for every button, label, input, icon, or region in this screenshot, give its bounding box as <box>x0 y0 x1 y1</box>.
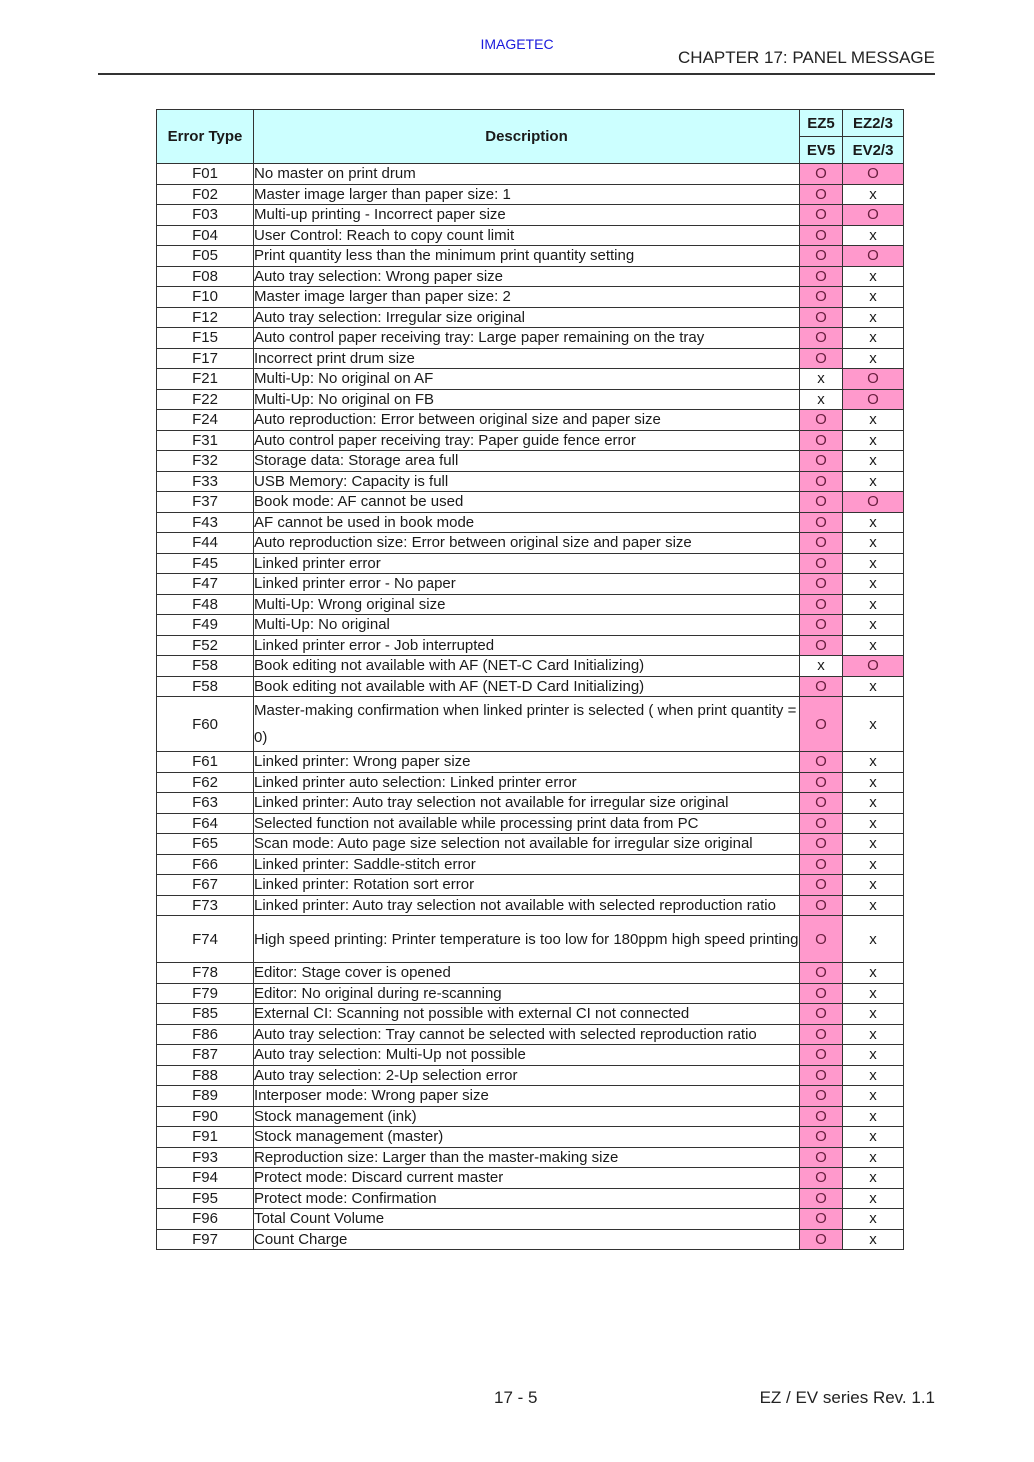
error-description: Storage data: Storage area full <box>254 451 800 472</box>
table-row <box>157 676 904 697</box>
error-description: Auto reproduction size: Error between original size and paper size <box>254 533 800 554</box>
error-code: F48 <box>157 594 254 615</box>
error-description: Count Charge <box>254 1229 800 1250</box>
ez5-ev5-mark: O <box>800 287 843 308</box>
table-row <box>157 1209 904 1230</box>
brand-label: IMAGETEC <box>480 36 554 52</box>
table-row <box>157 635 904 656</box>
ez23-ev23-mark: x <box>843 184 904 205</box>
ez5-ev5-mark: O <box>800 205 843 226</box>
error-description: Auto tray selection: Wrong paper size <box>254 266 800 287</box>
ez5-ev5-mark: O <box>800 1127 843 1148</box>
ez23-ev23-mark: x <box>843 328 904 349</box>
ez5-ev5-mark: O <box>800 1229 843 1250</box>
ez5-ev5-mark: O <box>800 1209 843 1230</box>
error-description: Master image larger than paper size: 1 <box>254 184 800 205</box>
ez23-ev23-mark: x <box>843 1188 904 1209</box>
ez5-ev5-mark: O <box>800 246 843 267</box>
ez5-ev5-mark: O <box>800 1045 843 1066</box>
table-row <box>157 875 904 896</box>
error-description: Reproduction size: Larger than the master-making size <box>254 1147 800 1168</box>
error-code: F44 <box>157 533 254 554</box>
ez23-ev23-mark: x <box>843 451 904 472</box>
error-code: F10 <box>157 287 254 308</box>
ez23-ev23-mark: x <box>843 1168 904 1189</box>
ez23-ev23-mark: x <box>843 348 904 369</box>
error-description: Editor: Stage cover is opened <box>254 963 800 984</box>
error-table-header <box>157 110 904 164</box>
ez23-ev23-mark: x <box>843 895 904 916</box>
error-code: F52 <box>157 635 254 656</box>
error-code: F61 <box>157 752 254 773</box>
ez5-ev5-mark: O <box>800 875 843 896</box>
ez5-ev5-mark: O <box>800 834 843 855</box>
ez5-ev5-mark: O <box>800 225 843 246</box>
error-description: Print quantity less than the minimum print quantity setting <box>254 246 800 267</box>
ez23-ev23-mark: x <box>843 307 904 328</box>
table-row <box>157 512 904 533</box>
error-description: Protect mode: Confirmation <box>254 1188 800 1209</box>
ez23-ev23-mark: x <box>843 1229 904 1250</box>
ez23-ev23-mark: x <box>843 1086 904 1107</box>
ez5-ev5-mark: O <box>800 184 843 205</box>
error-description: Multi-Up: No original on AF <box>254 369 800 390</box>
ez5-ev5-mark: O <box>800 307 843 328</box>
error-description: Auto tray selection: Irregular size original <box>254 307 800 328</box>
ez23-ev23-mark: O <box>843 389 904 410</box>
table-row <box>157 410 904 431</box>
ez5-ev5-mark: O <box>800 752 843 773</box>
ez23-ev23-mark: x <box>843 916 904 963</box>
ez5-ev5-mark: O <box>800 916 843 963</box>
error-description: Book mode: AF cannot be used <box>254 492 800 513</box>
page-number: 17 - 5 <box>494 1388 538 1407</box>
error-description: Stock management (ink) <box>254 1106 800 1127</box>
error-description: Linked printer error <box>254 553 800 574</box>
table-row <box>157 246 904 267</box>
error-description: Linked printer: Auto tray selection not available for irregular size original <box>254 793 800 814</box>
error-code: F24 <box>157 410 254 431</box>
table-row <box>157 813 904 834</box>
error-description: Multi-up printing - Incorrect paper size <box>254 205 800 226</box>
error-code: F04 <box>157 225 254 246</box>
ez5-ev5-mark: O <box>800 793 843 814</box>
table-row <box>157 492 904 513</box>
error-description: Master image larger than paper size: 2 <box>254 287 800 308</box>
ez5-ev5-mark: O <box>800 1024 843 1045</box>
ez23-ev23-mark: x <box>843 676 904 697</box>
ez5-ev5-mark: O <box>800 553 843 574</box>
error-code: F05 <box>157 246 254 267</box>
ez23-ev23-mark: x <box>843 410 904 431</box>
ez5-ev5-mark: O <box>800 1188 843 1209</box>
error-code: F32 <box>157 451 254 472</box>
ez5-ev5-mark: O <box>800 574 843 595</box>
error-description: High speed printing: Printer temperature is too low for 180ppm high speed printing <box>254 916 800 963</box>
table-row <box>157 553 904 574</box>
error-code: F79 <box>157 983 254 1004</box>
ez5-ev5-mark: O <box>800 512 843 533</box>
ez5-ev5-mark: O <box>800 615 843 636</box>
error-code: F97 <box>157 1229 254 1250</box>
ez5-ev5-mark: O <box>800 772 843 793</box>
error-code: F49 <box>157 615 254 636</box>
header-ez5: EZ5 <box>800 110 843 137</box>
ez5-ev5-mark: O <box>800 451 843 472</box>
ez5-ev5-mark: O <box>800 963 843 984</box>
error-description: Linked printer: Auto tray selection not available with selected reproduction ratio <box>254 895 800 916</box>
error-description: Auto control paper receiving tray: Large paper remaining on the tray <box>254 328 800 349</box>
ez5-ev5-mark: O <box>800 1168 843 1189</box>
ez5-ev5-mark: x <box>800 369 843 390</box>
ez23-ev23-mark: x <box>843 1024 904 1045</box>
table-row <box>157 389 904 410</box>
table-row <box>157 895 904 916</box>
error-code: F47 <box>157 574 254 595</box>
ez23-ev23-mark: x <box>843 471 904 492</box>
table-row <box>157 1168 904 1189</box>
error-code: F96 <box>157 1209 254 1230</box>
table-row <box>157 1106 904 1127</box>
error-description: Linked printer auto selection: Linked printer error <box>254 772 800 793</box>
error-code: F65 <box>157 834 254 855</box>
error-code: F85 <box>157 1004 254 1025</box>
table-row <box>157 916 904 963</box>
ez5-ev5-mark: O <box>800 533 843 554</box>
ez23-ev23-mark: x <box>843 574 904 595</box>
ez5-ev5-mark: O <box>800 635 843 656</box>
error-description: Master-making confirmation when linked printer is selected ( when print quantity = 0) <box>254 697 800 752</box>
ez5-ev5-mark: O <box>800 1086 843 1107</box>
error-code: F90 <box>157 1106 254 1127</box>
table-row <box>157 615 904 636</box>
ez5-ev5-mark: O <box>800 676 843 697</box>
table-row <box>157 963 904 984</box>
ez5-ev5-mark: x <box>800 656 843 677</box>
error-code: F67 <box>157 875 254 896</box>
ez23-ev23-mark: x <box>843 430 904 451</box>
error-description: AF cannot be used in book mode <box>254 512 800 533</box>
error-description: Multi-Up: Wrong original size <box>254 594 800 615</box>
error-description: Auto reproduction: Error between original size and paper size <box>254 410 800 431</box>
ez23-ev23-mark: x <box>843 875 904 896</box>
error-code: F22 <box>157 389 254 410</box>
error-code: F91 <box>157 1127 254 1148</box>
ez23-ev23-mark: x <box>843 752 904 773</box>
header-ev5: EV5 <box>800 137 843 164</box>
error-description: No master on print drum <box>254 164 800 185</box>
error-code: F64 <box>157 813 254 834</box>
ez23-ev23-mark: x <box>843 533 904 554</box>
error-description: Linked printer error - No paper <box>254 574 800 595</box>
ez23-ev23-mark: O <box>843 492 904 513</box>
table-row <box>157 1188 904 1209</box>
error-code: F31 <box>157 430 254 451</box>
error-code: F43 <box>157 512 254 533</box>
ez23-ev23-mark: x <box>843 225 904 246</box>
error-code: F66 <box>157 854 254 875</box>
ez23-ev23-mark: x <box>843 287 904 308</box>
error-description: USB Memory: Capacity is full <box>254 471 800 492</box>
error-description: Book editing not available with AF (NET-D Card Initializing) <box>254 676 800 697</box>
table-row <box>157 369 904 390</box>
error-code: F45 <box>157 553 254 574</box>
error-code: F89 <box>157 1086 254 1107</box>
error-code: F93 <box>157 1147 254 1168</box>
table-row <box>157 834 904 855</box>
error-code: F86 <box>157 1024 254 1045</box>
table-row <box>157 1065 904 1086</box>
error-code: F58 <box>157 656 254 677</box>
header-description: Description <box>254 110 800 164</box>
table-row <box>157 348 904 369</box>
ez5-ev5-mark: O <box>800 430 843 451</box>
ez23-ev23-mark: x <box>843 1127 904 1148</box>
table-row <box>157 656 904 677</box>
ez23-ev23-mark: O <box>843 246 904 267</box>
table-row <box>157 1004 904 1025</box>
ez23-ev23-mark: O <box>843 164 904 185</box>
table-row <box>157 1024 904 1045</box>
ez5-ev5-mark: O <box>800 164 843 185</box>
error-description: Auto tray selection: 2-Up selection error <box>254 1065 800 1086</box>
table-row <box>157 772 904 793</box>
ez5-ev5-mark: O <box>800 328 843 349</box>
ez5-ev5-mark: O <box>800 813 843 834</box>
ez23-ev23-mark: x <box>843 834 904 855</box>
error-code: F88 <box>157 1065 254 1086</box>
error-description: External CI: Scanning not possible with external CI not connected <box>254 1004 800 1025</box>
error-description: Multi-Up: No original on FB <box>254 389 800 410</box>
ez5-ev5-mark: O <box>800 348 843 369</box>
error-code: F15 <box>157 328 254 349</box>
ez5-ev5-mark: O <box>800 854 843 875</box>
error-description: Total Count Volume <box>254 1209 800 1230</box>
ez23-ev23-mark: x <box>843 1106 904 1127</box>
ez23-ev23-mark: x <box>843 697 904 752</box>
table-row <box>157 164 904 185</box>
error-code: F60 <box>157 697 254 752</box>
ez23-ev23-mark: x <box>843 813 904 834</box>
error-description: Linked printer error - Job interrupted <box>254 635 800 656</box>
table-row <box>157 328 904 349</box>
header-divider <box>98 73 935 75</box>
error-code: F17 <box>157 348 254 369</box>
table-row <box>157 471 904 492</box>
error-description: Book editing not available with AF (NET-C Card Initializing) <box>254 656 800 677</box>
error-description: User Control: Reach to copy count limit <box>254 225 800 246</box>
error-code: F01 <box>157 164 254 185</box>
table-row <box>157 1127 904 1148</box>
error-description: Linked printer: Rotation sort error <box>254 875 800 896</box>
table-row <box>157 1045 904 1066</box>
table-row <box>157 1086 904 1107</box>
ez5-ev5-mark: O <box>800 594 843 615</box>
error-code: F73 <box>157 895 254 916</box>
error-code: F58 <box>157 676 254 697</box>
ez23-ev23-mark: x <box>843 1045 904 1066</box>
error-description: Incorrect print drum size <box>254 348 800 369</box>
table-row <box>157 793 904 814</box>
error-code: F03 <box>157 205 254 226</box>
ez23-ev23-mark: x <box>843 772 904 793</box>
error-code: F87 <box>157 1045 254 1066</box>
ez23-ev23-mark: x <box>843 266 904 287</box>
ez5-ev5-mark: O <box>800 1106 843 1127</box>
ez5-ev5-mark: O <box>800 492 843 513</box>
error-code: F78 <box>157 963 254 984</box>
header-ez23: EZ2/3 <box>843 110 904 137</box>
ez5-ev5-mark: O <box>800 471 843 492</box>
ez23-ev23-mark: O <box>843 656 904 677</box>
error-description: Linked printer: Saddle-stitch error <box>254 854 800 875</box>
table-row <box>157 854 904 875</box>
error-description: Interposer mode: Wrong paper size <box>254 1086 800 1107</box>
error-description: Auto tray selection: Multi-Up not possible <box>254 1045 800 1066</box>
error-description: Multi-Up: No original <box>254 615 800 636</box>
error-description: Scan mode: Auto page size selection not available for irregular size original <box>254 834 800 855</box>
ez23-ev23-mark: x <box>843 512 904 533</box>
error-description: Auto control paper receiving tray: Paper guide fence error <box>254 430 800 451</box>
table-row <box>157 266 904 287</box>
ez23-ev23-mark: x <box>843 1147 904 1168</box>
ez5-ev5-mark: O <box>800 1065 843 1086</box>
table-row <box>157 307 904 328</box>
ez23-ev23-mark: x <box>843 963 904 984</box>
error-code: F12 <box>157 307 254 328</box>
error-description: Editor: No original during re-scanning <box>254 983 800 1004</box>
ez23-ev23-mark: O <box>843 369 904 390</box>
ez23-ev23-mark: x <box>843 553 904 574</box>
error-description: Auto tray selection: Tray cannot be selected with selected reproduction ratio <box>254 1024 800 1045</box>
table-row <box>157 983 904 1004</box>
table-row <box>157 184 904 205</box>
ez5-ev5-mark: O <box>800 266 843 287</box>
header-ev23: EV2/3 <box>843 137 904 164</box>
ez5-ev5-mark: O <box>800 410 843 431</box>
ez5-ev5-mark: O <box>800 1004 843 1025</box>
ez23-ev23-mark: x <box>843 983 904 1004</box>
error-code: F95 <box>157 1188 254 1209</box>
ez5-ev5-mark: O <box>800 983 843 1004</box>
table-row <box>157 1147 904 1168</box>
error-description: Linked printer: Wrong paper size <box>254 752 800 773</box>
table-row <box>157 287 904 308</box>
ez23-ev23-mark: x <box>843 1209 904 1230</box>
table-row <box>157 574 904 595</box>
table-row <box>157 205 904 226</box>
table-row <box>157 225 904 246</box>
ez23-ev23-mark: O <box>843 205 904 226</box>
ez23-ev23-mark: x <box>843 854 904 875</box>
table-row <box>157 451 904 472</box>
error-table <box>156 109 904 1250</box>
table-row <box>157 430 904 451</box>
error-code: F94 <box>157 1168 254 1189</box>
ez23-ev23-mark: x <box>843 635 904 656</box>
error-code: F74 <box>157 916 254 963</box>
table-row <box>157 533 904 554</box>
error-description: Selected function not available while processing print data from PC <box>254 813 800 834</box>
table-row <box>157 752 904 773</box>
error-code: F08 <box>157 266 254 287</box>
error-code: F63 <box>157 793 254 814</box>
table-row <box>157 594 904 615</box>
error-description: Stock management (master) <box>254 1127 800 1148</box>
error-code: F37 <box>157 492 254 513</box>
ez23-ev23-mark: x <box>843 793 904 814</box>
ez5-ev5-mark: O <box>800 1147 843 1168</box>
error-table-body <box>157 164 904 1250</box>
ez23-ev23-mark: x <box>843 1004 904 1025</box>
chapter-title: CHAPTER 17: PANEL MESSAGE <box>678 48 935 67</box>
error-code: F02 <box>157 184 254 205</box>
ez5-ev5-mark: O <box>800 895 843 916</box>
ez23-ev23-mark: x <box>843 615 904 636</box>
error-description: Protect mode: Discard current master <box>254 1168 800 1189</box>
table-row <box>157 1229 904 1250</box>
table-row <box>157 697 904 752</box>
error-code: F33 <box>157 471 254 492</box>
ez5-ev5-mark: O <box>800 697 843 752</box>
header-error-type: Error Type <box>157 110 254 164</box>
revision-label: EZ / EV series Rev. 1.1 <box>759 1388 935 1407</box>
ez5-ev5-mark: x <box>800 389 843 410</box>
error-code: F62 <box>157 772 254 793</box>
error-code: F21 <box>157 369 254 390</box>
ez23-ev23-mark: x <box>843 594 904 615</box>
ez23-ev23-mark: x <box>843 1065 904 1086</box>
